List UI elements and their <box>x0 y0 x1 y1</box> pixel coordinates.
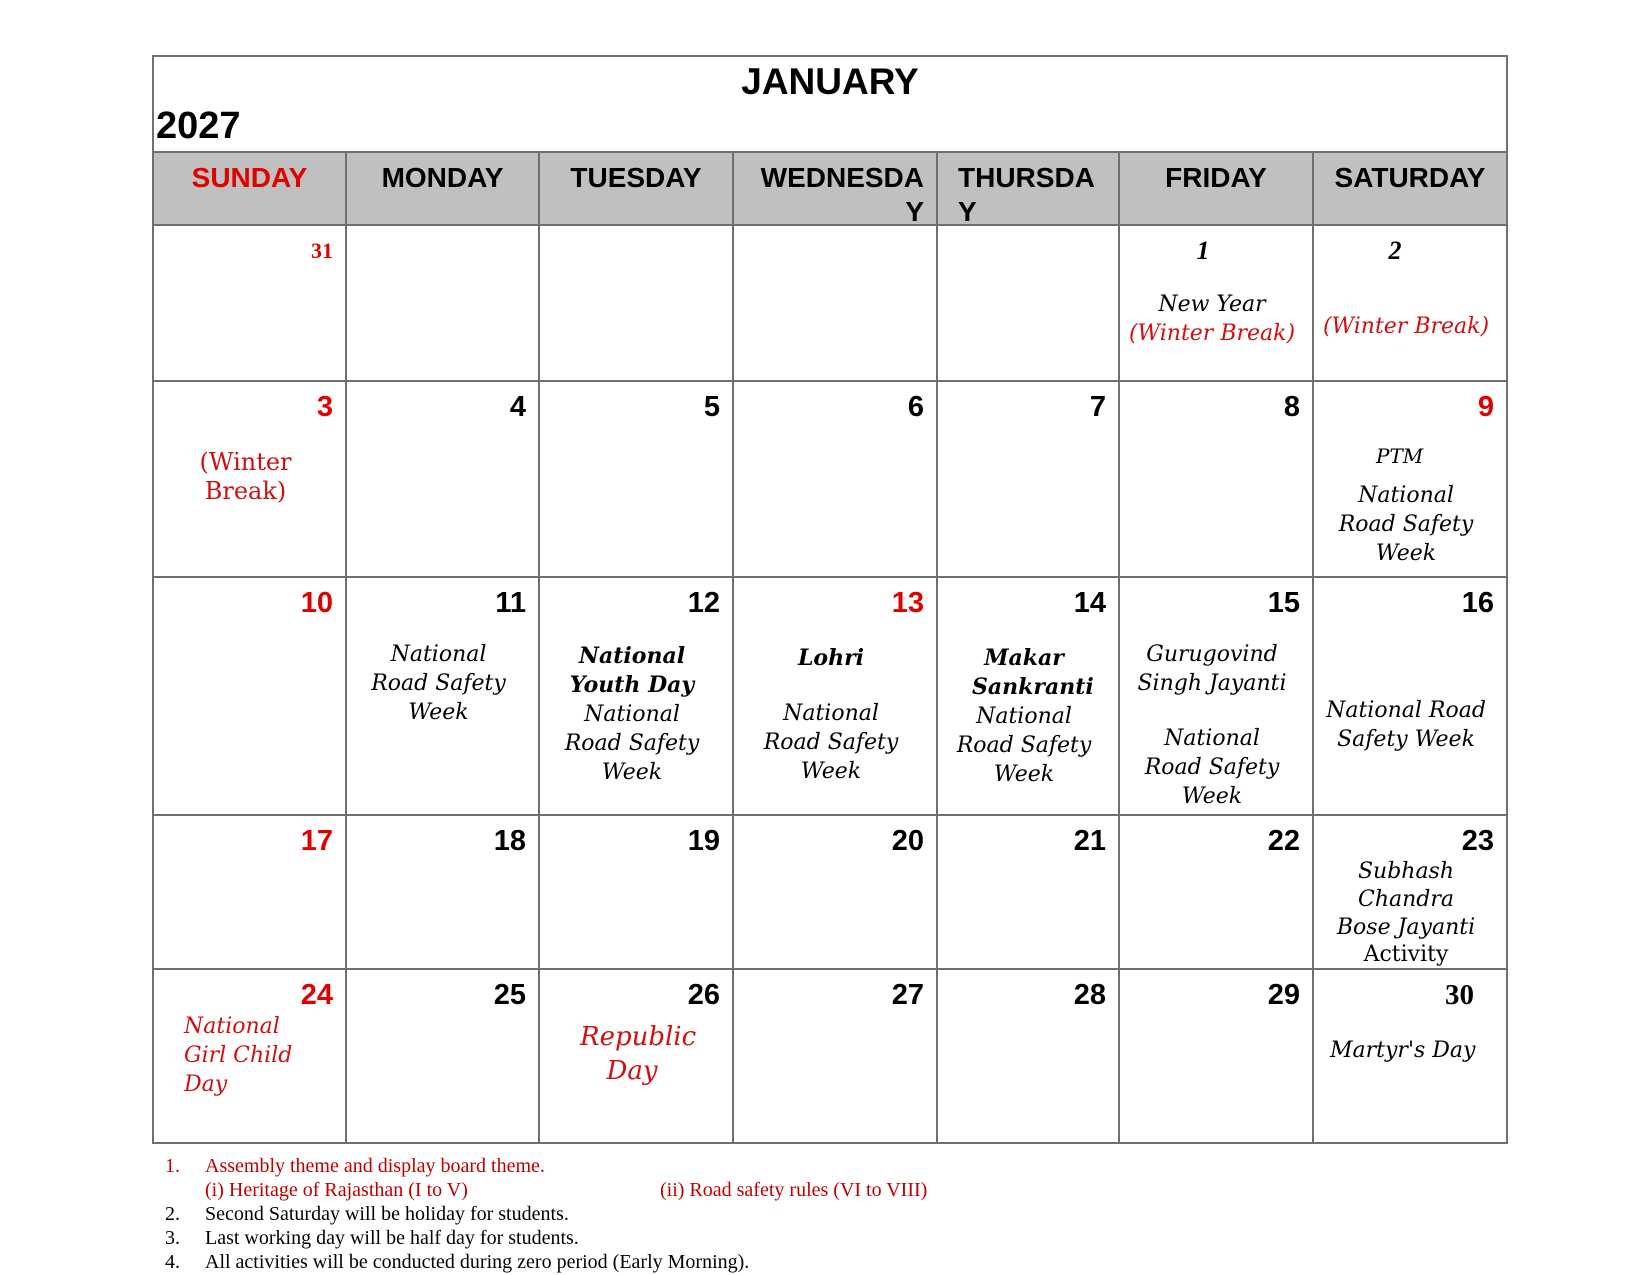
day-number: 9 <box>1477 391 1494 423</box>
note-sub-items <box>165 1178 927 1202</box>
event-republic-day: Republic Day <box>580 1022 697 1086</box>
weekday-monday: MONDAY <box>347 153 540 226</box>
weekday-friday: FRIDAY <box>1120 153 1314 226</box>
event-gurugovind-singh-jayanti: Gurugovind Singh Jayanti <box>1137 642 1287 696</box>
day-cell-11 <box>347 578 540 816</box>
weekday-sunday: SUNDAY <box>154 153 347 226</box>
day-cell-12 <box>540 578 734 816</box>
day-cell-19 <box>540 816 734 970</box>
day-number: 16 <box>1461 587 1494 619</box>
note-text: Second Saturday will be holiday for students. <box>205 1203 569 1225</box>
day-number: 8 <box>1283 391 1300 423</box>
day-number: 2 <box>1388 236 1402 265</box>
event-winter-break: (Winter Break) <box>1128 321 1296 346</box>
day-cell-empty <box>540 226 734 382</box>
calendar <box>152 55 1508 1144</box>
day-cell-6 <box>734 382 938 578</box>
day-cell-30 <box>1314 970 1506 1142</box>
weekday-wednesday-part1: WEDNESDA <box>760 162 924 193</box>
day-cell-21 <box>938 816 1120 970</box>
note-number: 1. <box>165 1155 180 1177</box>
week-row-2 <box>154 382 1506 578</box>
event-road-safety-week: National Road Safety Week <box>1338 483 1474 566</box>
day-cell-empty <box>347 226 540 382</box>
event-road-safety-week: National Road Safety Week <box>1144 726 1280 809</box>
event-ptm: PTM <box>1376 444 1424 468</box>
day-cell-9 <box>1314 382 1506 578</box>
notes-list <box>165 1154 927 1274</box>
day-cell-22 <box>1120 816 1314 970</box>
day-number: 28 <box>1073 979 1106 1011</box>
event-road-safety-week: National Road Safety Week <box>564 702 700 785</box>
event-road-safety-week: National Road Safety Week <box>763 701 899 784</box>
calendar-title-row <box>154 57 1506 153</box>
weekday-thursday <box>938 153 1120 226</box>
note-text: Last working day will be half day for students. <box>205 1227 579 1249</box>
day-cell-3 <box>154 382 347 578</box>
day-number: 10 <box>300 587 333 619</box>
day-number: 3 <box>316 391 333 423</box>
day-cell-28 <box>938 970 1120 1142</box>
day-cell-empty <box>734 226 938 382</box>
note-text: All activities will be conducted during zero period (Early Morning). <box>205 1251 750 1273</box>
day-number: 4 <box>509 391 526 423</box>
year-title: 2027 <box>156 105 241 147</box>
month-title: JANUARY <box>741 61 919 102</box>
event-road-safety-week: National Road Safety Week <box>371 642 506 725</box>
day-cell-27 <box>734 970 938 1142</box>
day-number: 1 <box>1196 236 1210 265</box>
week-row-3 <box>154 578 1506 816</box>
day-number: 23 <box>1461 825 1494 857</box>
day-number: 20 <box>891 825 924 857</box>
day-number: 25 <box>493 979 526 1011</box>
day-cell-10 <box>154 578 347 816</box>
weekday-wednesday <box>734 153 938 226</box>
event-winter-break: (Winter Break) <box>1322 314 1490 339</box>
day-cell-18 <box>347 816 540 970</box>
note-sub-item-2: (ii) Road safety rules (VI to VIII) <box>660 1179 928 1201</box>
day-number: 15 <box>1267 587 1300 619</box>
day-number: 5 <box>703 391 720 423</box>
day-cell-23 <box>1314 816 1506 970</box>
weekday-thursday-part2: Y <box>958 196 977 227</box>
day-number: 19 <box>687 825 720 857</box>
note-item-1 <box>165 1154 927 1178</box>
day-cell-26 <box>540 970 734 1142</box>
note-text: Assembly theme and display board theme. <box>205 1155 545 1177</box>
day-cell-4 <box>347 382 540 578</box>
day-number: 24 <box>300 979 333 1011</box>
day-cell-7 <box>938 382 1120 578</box>
weekday-wednesday-part2: Y <box>905 196 924 227</box>
event-martyrs-day: Martyr's Day <box>1330 1038 1476 1063</box>
event-subhash-chandra-bose-jayanti: Subhash Chandra Bose Jayanti <box>1336 859 1476 940</box>
event-makar-sankranti: Makar Sankranti <box>972 645 1094 700</box>
day-number: 31 <box>311 238 333 263</box>
event-national-girl-child-day: National Girl Child Day <box>184 1014 293 1097</box>
day-cell-1 <box>1120 226 1314 382</box>
event-activity: Activity <box>1363 942 1449 967</box>
day-number: 30 <box>1445 979 1474 1011</box>
week-row-1 <box>154 226 1506 382</box>
day-cell-16 <box>1314 578 1506 816</box>
day-cell-31 <box>154 226 347 382</box>
weekday-tuesday: TUESDAY <box>540 153 734 226</box>
day-number: 6 <box>907 391 924 423</box>
week-row-5 <box>154 970 1506 1142</box>
day-number: 27 <box>891 979 924 1011</box>
event-road-safety-week: National Road Safety Week <box>956 704 1092 787</box>
day-cell-20 <box>734 816 938 970</box>
note-number: 2. <box>165 1203 180 1225</box>
day-number: 21 <box>1073 825 1106 857</box>
event-national-youth-day: National Youth Day <box>569 643 695 698</box>
day-cell-14 <box>938 578 1120 816</box>
day-number: 17 <box>300 825 333 857</box>
event-road-safety-week: National Road Safety Week <box>1326 698 1486 752</box>
day-cell-13 <box>734 578 938 816</box>
day-number: 12 <box>687 587 720 619</box>
note-number: 3. <box>165 1227 180 1249</box>
event-new-year: New Year <box>1158 292 1266 317</box>
event-winter-break: (Winter Break) <box>199 448 292 505</box>
event-lohri: Lohri <box>797 645 865 671</box>
day-number: 7 <box>1089 391 1106 423</box>
day-cell-empty <box>938 226 1120 382</box>
day-number: 11 <box>495 587 526 619</box>
day-cell-25 <box>347 970 540 1142</box>
weekday-header-row <box>154 153 1506 226</box>
week-row-4 <box>154 816 1506 970</box>
note-sub-item-1: (i) Heritage of Rajasthan (I to V) <box>205 1179 468 1201</box>
day-number: 22 <box>1267 825 1300 857</box>
day-number: 13 <box>891 587 924 619</box>
day-number: 26 <box>687 979 720 1011</box>
day-cell-17 <box>154 816 347 970</box>
day-cell-24 <box>154 970 347 1142</box>
note-item-4 <box>165 1250 927 1274</box>
day-cell-5 <box>540 382 734 578</box>
note-number: 4. <box>165 1251 180 1273</box>
day-cell-8 <box>1120 382 1314 578</box>
note-item-2 <box>165 1202 927 1226</box>
day-number: 29 <box>1267 979 1300 1011</box>
weekday-saturday: SATURDAY <box>1314 153 1506 226</box>
note-item-3 <box>165 1226 927 1250</box>
day-number: 18 <box>493 825 526 857</box>
day-cell-2 <box>1314 226 1506 382</box>
day-number: 14 <box>1073 587 1106 619</box>
day-cell-29 <box>1120 970 1314 1142</box>
weekday-thursday-part1: THURSDA <box>958 162 1095 193</box>
day-cell-15 <box>1120 578 1314 816</box>
